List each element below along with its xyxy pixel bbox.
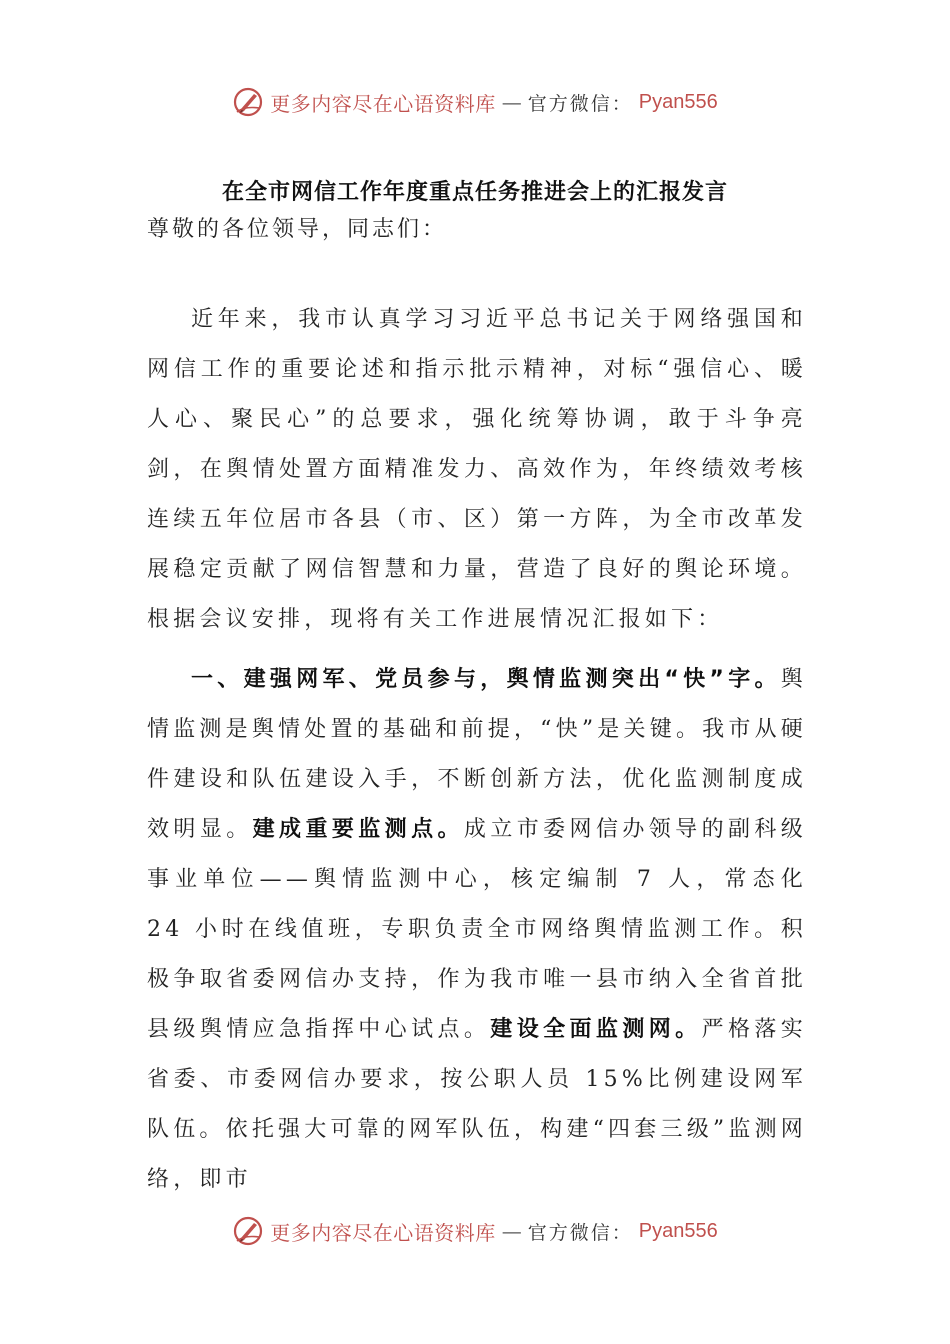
footer-watermark xyxy=(0,1211,950,1251)
watermark-wechat-id: Pyan556 xyxy=(638,90,718,113)
salutation: 尊敬的各位领导，同志们： xyxy=(147,217,448,242)
subsection-heading-monitoring-point: 建成重要监测点。 xyxy=(252,817,464,842)
pen-logo-icon xyxy=(232,1215,264,1247)
watermark-wechat-id: Pyan556 xyxy=(638,1219,718,1242)
paragraph-section-one xyxy=(147,655,807,1205)
document-title: 在全市网信工作年度重点任务推进会上的汇报发言 xyxy=(221,180,728,205)
pen-logo-icon xyxy=(232,86,264,118)
watermark-separator: — xyxy=(501,1219,522,1243)
watermark-text: 更多内容尽在心语资料库 xyxy=(270,91,496,116)
subsection-text-monitoring-network: 严格落实省委、市委网信办要求，按公职人员 15%比例建设网军队伍。依托强大可靠的网军队伍，构建“四套三级”监测网络，即市 xyxy=(147,1017,807,1192)
subsection-text-monitoring-point: 成立市委网信办领导的副科级事业单位——舆情监测中心，核定编制 7 人，常态化 24 小时在线值班，专职负责全市网络舆情监测工作。积极争取省委网信办支持，作为我市唯一县市纳入全省首批县级舆情应急指挥中心试点。 xyxy=(147,817,807,1042)
section-one-heading: 一、建强网军、党员参与，舆情监测突出“快”字。 xyxy=(191,667,781,692)
subsection-heading-monitoring-network: 建设全面监测网。 xyxy=(490,1017,702,1042)
watermark-wechat-label: 官方微信： xyxy=(527,1221,633,1244)
watermark-separator: — xyxy=(501,90,522,114)
watermark-text: 更多内容尽在心语资料库 xyxy=(270,1220,496,1245)
header-watermark xyxy=(0,82,950,122)
section-one-intro: 舆情监测是舆情处置的基础和前提，“快”是关键。我市从硬件建设和队伍建设入手，不断创新方法，优化监测制度成效明显。 xyxy=(147,667,807,842)
watermark-wechat-label: 官方微信： xyxy=(527,92,633,115)
paragraph-intro: 近年来，我市认真学习习近平总书记关于网络强国和网信工作的重要论述和指示批示精神，对标“强信心、暖人心、聚民心”的总要求，强化统筹协调，敢于斗争亮剑，在舆情处置方面精准发力、高效作为，年终绩效考核连续五年位居市各县（市、区）第一方阵，为全市改革发展稳定贡献了网信智慧和力量，营造了良好的舆论环境。根据会议安排，现将有关工作进展情况汇报如下： xyxy=(147,307,807,632)
